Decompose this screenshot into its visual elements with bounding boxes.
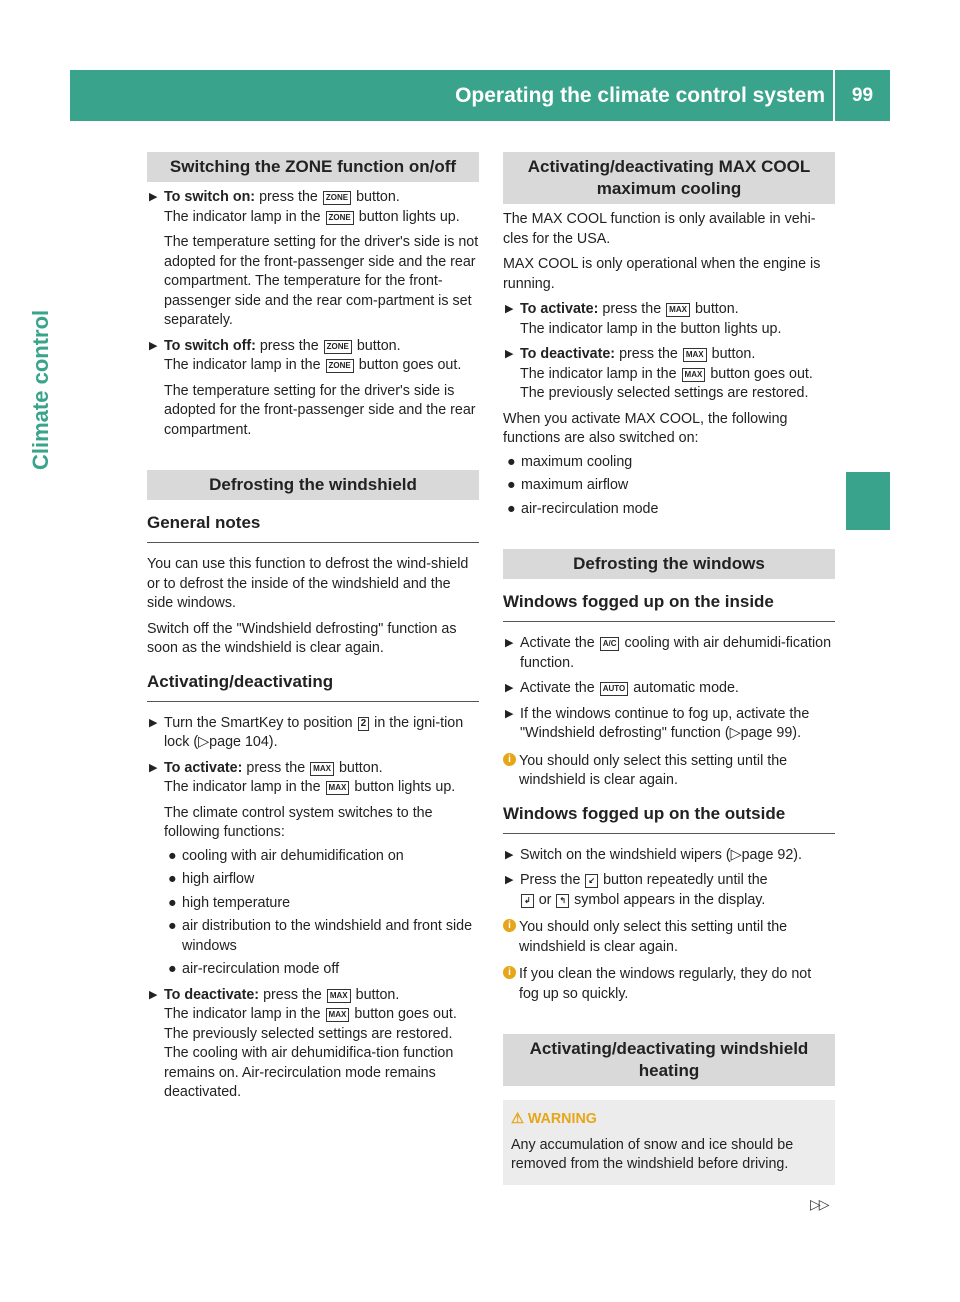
side-tab-label: Climate control	[28, 309, 53, 470]
page-ref-link[interactable]: page 104).	[209, 734, 278, 750]
left-column: Switching the ZONE function on/off ▶ To switch on: press the ZONE button. The indicator lamp in the ZONE button lights up. The temperature setting for the driver's side is not adopted for the front-passenger side and the rear compartment. The temperature for the front-passenger side and the rear com-partment is set separately. ▶ To switch off: press the ZONE button. The indicator lamp in the ZONE button goes out. The temperature setting for the driver's side is adopted for the front-passenger side and the rear compartment. Defrosting the windshield General notes You can use this function to defrost the wind-shield or to defrost the inside of the windshield and the side windows. Switch off the "Windshield defrosting" function as soon as the windshield is clear again. Activating/deactivating ▶ Turn the SmartKey to position 2 in the igni-tion lock (▷page 104). ▶ To activate: press the MAX button. The indicator lamp in the MAX button lights up. The climate control system switches to the following functions: ● cooling with air dehumidification on ● high airflow ● high temperature ● air distribution to the windshield and front side windows ● air-recirculation mode off ▶ To deactivate: press the MAX button. The indicator lamp in the MAX button goes out. The previously selected settings are restored. The cooling with air dehumidifica-tion function remains on. Air-recirculation mode remains deactivated.	[147, 152, 479, 1103]
step-arrow-icon: ▶	[505, 848, 514, 861]
section-heading-defrost-windshield: Defrosting the windshield	[147, 470, 479, 500]
side-tab-marker	[846, 472, 890, 530]
zone-key-icon: ZONE	[324, 340, 352, 354]
step-wipers: ▶ Switch on the windshield wipers (▷page 92).	[503, 846, 835, 866]
step-ac: ▶ Activate the A/C cooling with air dehumidi-fication function.	[505, 635, 832, 671]
page-ref-icon: ▷	[730, 846, 742, 863]
max-cool-key-icon: MAX	[682, 368, 706, 382]
step-arrow-icon: ▶	[505, 707, 514, 720]
step-zone-off: ▶ To switch off: press the ZONE button. The indicator lamp in the ZONE button goes out. The temperature setting for the driver's side is adopted for the front-passenger side and the rear compartment.	[149, 337, 476, 438]
step-activate: ▶ To activate: press the MAX button. The indicator lamp in the MAX button lights up. The climate control system switches to the following functions: ● cooling with air dehumidification on ● high airflow ● high temperature ● air distribution to the windshield and front side windows ● air-recirculation mode off	[147, 759, 479, 980]
warning-box: ⚠ WARNING Any accumulation of snow and ice should be removed from the windshield before driving.	[503, 1100, 835, 1185]
step-arrow-icon: ▶	[149, 716, 158, 729]
section-heading-max-cool: Activating/deactivating MAX COOL maximum cooling	[503, 152, 835, 204]
air-distribution-key-icon: ↙	[585, 874, 598, 888]
max-cool-key-icon: MAX	[683, 348, 707, 362]
list-item: ● maximum airflow	[507, 477, 629, 493]
step-maxcool-on: ▶ To activate: press the MAX button. The indicator lamp in the button lights up.	[505, 301, 782, 337]
list-item: ● high airflow	[168, 871, 255, 887]
subheading-fogged-outside: Windows fogged up on the outside	[503, 803, 835, 834]
step-arrow-icon: ▶	[149, 761, 158, 774]
page-ref-icon: ▷	[729, 725, 741, 741]
auto-key-icon: AUTO	[600, 682, 629, 696]
info-note: i You should only select this setting until the windshield is clear again.	[503, 918, 835, 957]
list-item: ● maximum cooling	[507, 453, 633, 470]
page-ref-link[interactable]: page 99).	[740, 725, 802, 741]
zone-key-icon: ZONE	[326, 211, 354, 225]
page-number: 99	[851, 85, 874, 106]
step-arrow-icon: ▶	[505, 637, 514, 649]
subheading-general-notes: General notes	[147, 512, 479, 543]
info-icon: i	[503, 919, 516, 932]
step-deactivate: ▶ To deactivate: press the MAX button. The indicator lamp in the MAX button goes out. The previously selected settings are restored. The cooling with air dehumidifica-tion function remains on. Air-recirculation mode remains deactivated.	[149, 986, 457, 1100]
step-auto: ▶ Activate the AUTO automatic mode.	[503, 679, 835, 699]
step-arrow-icon: ▶	[505, 874, 514, 886]
step-windshield-defrost: ▶ If the windows continue to fog up, activate the "Windshield defrosting" function (▷page 99).	[505, 705, 810, 741]
step-arrow-icon: ▶	[505, 682, 514, 694]
info-note: i You should only select this setting until the windshield is clear again.	[503, 752, 835, 791]
position-key-icon: 2	[358, 717, 370, 731]
warning-triangle-icon: ⚠	[511, 1111, 524, 1127]
page-ref-icon: ▷	[198, 734, 210, 750]
max-defrost-key-icon: MAX	[326, 1008, 350, 1022]
step-arrow-icon: ▶	[505, 348, 514, 360]
info-icon: i	[503, 966, 516, 979]
subheading-activating: Activating/deactivating	[147, 671, 479, 702]
footwell-symbol-icon: ↲	[521, 894, 534, 908]
continued-icon: ▷▷	[810, 1196, 828, 1212]
ac-key-icon: A/C	[600, 637, 620, 651]
section-heading-windshield-heating: Activating/deactivating windshield heating	[503, 1034, 835, 1086]
warning-heading: ⚠ WARNING	[511, 1111, 597, 1127]
list-item: ● air distribution to the windshield and front side windows	[168, 918, 473, 954]
page-ref-link[interactable]: page 92).	[741, 846, 803, 863]
step-air-distribution: ▶ Press the ↙ button repeatedly until the ↲ or ↰ symbol appears in the display.	[505, 872, 768, 908]
section-heading-zone: Switching the ZONE function on/off	[147, 152, 479, 182]
page-header	[70, 70, 890, 121]
header-title: Operating the climate control system	[455, 84, 825, 107]
list-item: ● high temperature	[168, 894, 291, 911]
step-arrow-icon: ▶	[149, 339, 158, 352]
step-arrow-icon: ▶	[505, 303, 514, 315]
step-arrow-icon: ▶	[149, 191, 158, 203]
max-defrost-key-icon: MAX	[310, 762, 334, 776]
step-arrow-icon: ▶	[149, 988, 158, 1001]
max-defrost-key-icon: MAX	[327, 989, 351, 1003]
subheading-fogged-inside: Windows fogged up on the inside	[503, 591, 835, 622]
info-icon: i	[503, 753, 516, 766]
max-defrost-key-icon: MAX	[326, 781, 350, 795]
step-smartkey: ▶ Turn the SmartKey to position 2 in the igni-tion lock (▷page 104).	[149, 714, 464, 750]
windshield-footwell-symbol-icon: ↰	[556, 894, 569, 908]
step-zone-on: ▶ To switch on: press the ZONE button. The indicator lamp in the ZONE button lights up. The temperature setting for the driver's side is not adopted for the front-passenger side and the rear compartment. The temperature for the front-passenger side and the rear com-partment is set separately.	[149, 189, 479, 328]
list-item: ● air-recirculation mode off	[168, 961, 340, 977]
info-note: i If you clean the windows regularly, they do not fog up so quickly.	[503, 965, 835, 1004]
section-heading-defrost-windows: Defrosting the windows	[503, 549, 835, 579]
zone-key-icon: ZONE	[326, 359, 354, 373]
max-cool-key-icon: MAX	[666, 303, 690, 317]
zone-key-icon: ZONE	[323, 191, 351, 205]
list-item: ● air-recirculation mode	[507, 500, 659, 517]
step-maxcool-off: ▶ To deactivate: press the MAX button. The indicator lamp in the MAX button goes out. The previously selected settings are restored.	[505, 346, 813, 401]
list-item: ● cooling with air dehumidification on	[168, 847, 404, 864]
right-column: Activating/deactivating MAX COOL maximum cooling The MAX COOL function is only available in vehi-cles for the USA. MAX COOL is only operational when the engine is running. ▶ To activate: press the MAX button. The indicator lamp in the button lights up. ▶ To deactivate: press the MAX button. The indicator lamp in the MAX button goes out. The previously selected settings are restored. When you activate MAX COOL, the following functions are also switched on: ● maximum cooling ● maximum airflow ● air-recirculation mode Defrosting the windows Windows fogged up on the inside ▶ Activate the A/C cooling with air dehumidi-fication function. ▶ Activate the AUTO automatic mode. ▶ If the windows continue to fog up, activate the "Windshield defrosting" function (▷page 99). i You should only select this setting until the windshield is clear again. Windows fogged up on the outside ▶ Switch on the windshield wipers (▷page 92). ▶ Press the ↙ button repeatedly until the ↲ or ↰ symbol appears in the display. i You should only select this setting until the windshield is clear again. i If you clean the windows regularly, they do not fog up so quickly. Activating/deactivating windshield heating ⚠ WARNING Any accumulation of snow and ice should be removed from the windshield before driving.	[503, 152, 835, 1185]
